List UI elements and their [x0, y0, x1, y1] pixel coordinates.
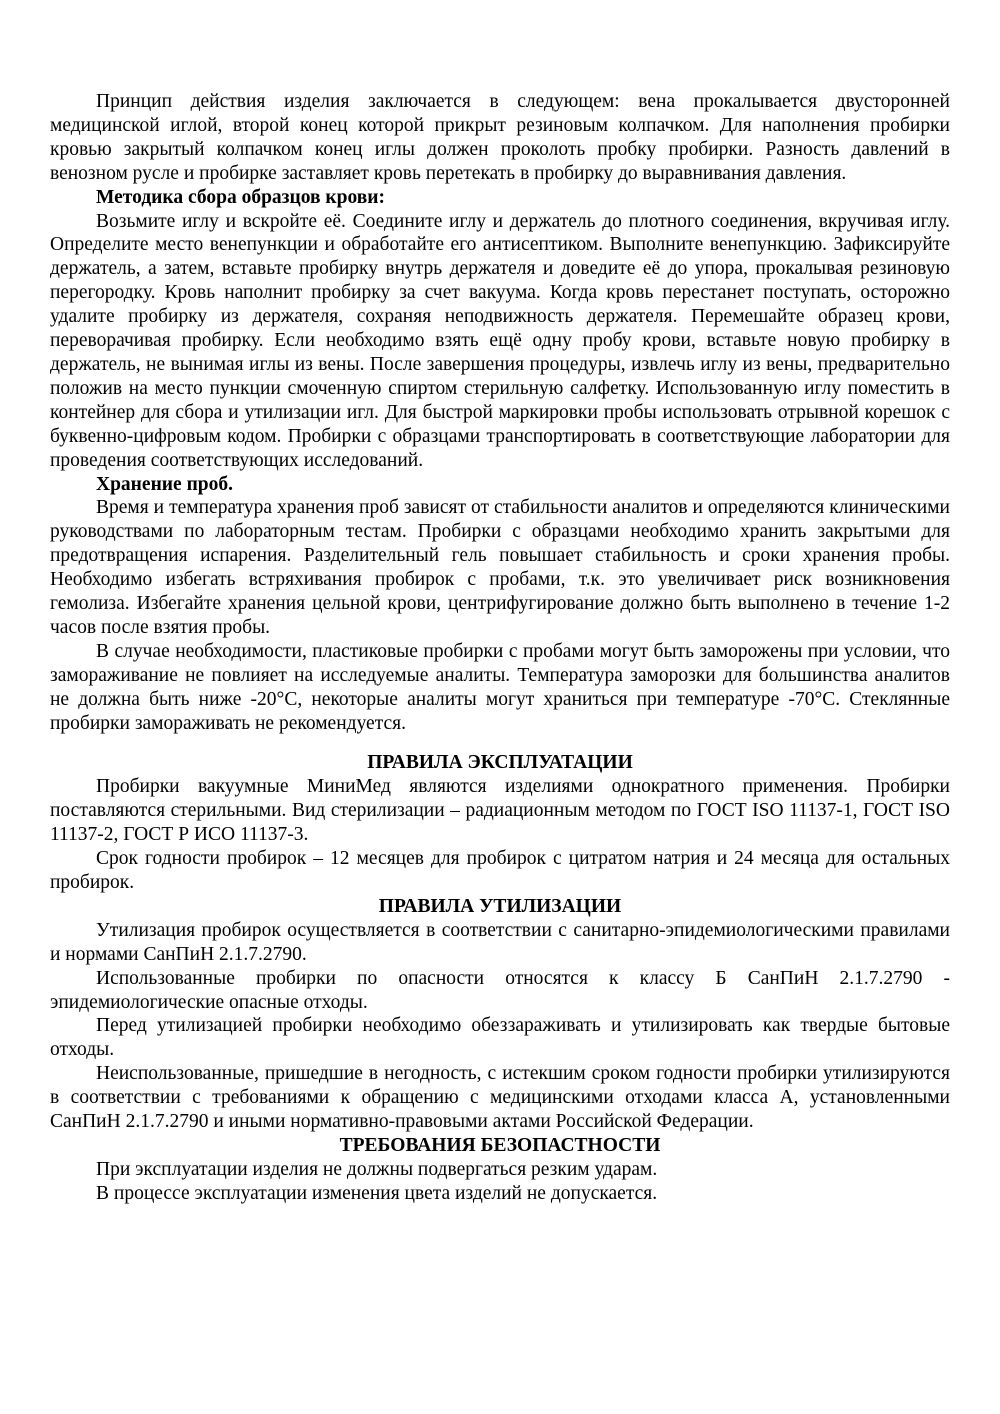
- paragraph: Неиспользованные, пришедшие в негодность, с истекшим сроком годности пробирки утилизируются в соответствии с требованиями к обращению с медицинскими отходами класса А, установленными СанПиН 2.1.7.2790 и иными нормативно-правовыми актами Российской Федерации.: [50, 1063, 950, 1133]
- paragraph: При эксплуатации изделия не должны подвергаться резким ударам.: [96, 1158, 658, 1180]
- document-body: [50, 90, 950, 1206]
- paragraph: В процессе эксплуатации изменения цвета изделий не допускается.: [96, 1182, 658, 1204]
- paragraph: Принцип действия изделия заключается в следующем: вена прокалывается двусторонней медицинской иглой, второй конец которой прикрыт резиновым колпачком. Для наполнения пробирки кровью закрытый колпачком конец иглы должен проколоть пробку пробирки. Разность давлений в венозном русле и пробирке заставляет кровь перетекать в пробирку до выравнивания давления.: [50, 91, 950, 184]
- inline-heading: Методика сбора образцов крови:: [96, 186, 386, 208]
- section-heading: ТРЕБОВАНИЯ БЕЗОПАСТНОСТИ: [339, 1134, 661, 1156]
- section-heading: ПРАВИЛА УТИЛИЗАЦИИ: [378, 895, 622, 917]
- paragraph: Утилизация пробирок осуществляется в соответствии с санитарно-эпидемиологическими правилами и нормами СанПиН 2.1.7.2790.: [50, 919, 950, 965]
- paragraph: Использованные пробирки по опасности относятся к классу Б СанПиН 2.1.7.2790 - эпидемиологические опасные отходы.: [50, 967, 950, 1013]
- paragraph: Время и температура хранения проб зависят от стабильности аналитов и определяются клиническими руководствами по лабораторным тестам. Пробирки с образцами необходимо хранить закрытыми для предотвращения испарения. Разделительный гель повышает стабильность и сроки хранения пробы. Необходимо избегать встряхивания пробирок с пробами, т.к. это увеличивает риск возникновения гемолиза. Избегайте хранения цельной крови, центрифугирование должно быть выполнено в течение 1-2 часов после взятия пробы.: [50, 497, 950, 638]
- paragraph: Пробирки вакуумные МиниМед являются изделиями однократного применения. Пробирки поставляются стерильными. Вид стерилизации – радиационным методом по ГОСТ ISO 11137-1, ГОСТ ISO 11137-2, ГОСТ Р ИСО 11137-3.: [50, 776, 950, 846]
- section-heading: ПРАВИЛА ЭКСПЛУАТАЦИИ: [367, 752, 633, 774]
- paragraph: Перед утилизацией пробирки необходимо обеззараживать и утилизировать как твердые бытовые отходы.: [50, 1015, 950, 1061]
- paragraph: Возьмите иглу и вскройте её. Соедините иглу и держатель до плотного соединения, вкручивая иглу. Определите место венепункции и обработайте его антисептиком. Выполните венепункцию. Зафиксируйте держатель, а затем, вставьте пробирку внутрь держателя и доведите её до упора, прокалывая резиновую перегородку. Кровь наполнит пробирку за счет вакуума. Когда кровь перестанет поступать, осторожно удалите пробирку из держателя, сохраняя неподвижность держателя. Перемешайте образец крови, переворачивая пробирку. Если необходимо взять ещё одну пробу крови, вставьте новую пробирку в держатель, не вынимая иглы из вены. После завершения процедуры, извлечь иглу из вены, предварительно положив на место пункции смоченную спиртом стерильную салфетку. Использованную иглу поместить в контейнер для сбора и утилизации игл. Для быстрой маркировки пробы использовать отрывной корешок с буквенно-цифровым кодом. Пробирки с образцами транспортировать в соответствующие лаборатории для проведения соответствующих исследований.: [50, 210, 950, 471]
- paragraph: Срок годности пробирок – 12 месяцев для пробирок с цитратом натрия и 24 месяца для остальных пробирок.: [50, 848, 950, 893]
- paragraph: В случае необходимости, пластиковые пробирки с пробами могут быть заморожены при условии, что замораживание не повлияет на исследуемые аналиты. Температура заморозки для большинства аналитов не должна быть ниже -20°С, некоторые аналиты могут храниться при температуре -70°С. Стеклянные пробирки замораживать не рекомендуется.: [50, 640, 950, 734]
- inline-heading: Хранение проб.: [96, 473, 234, 495]
